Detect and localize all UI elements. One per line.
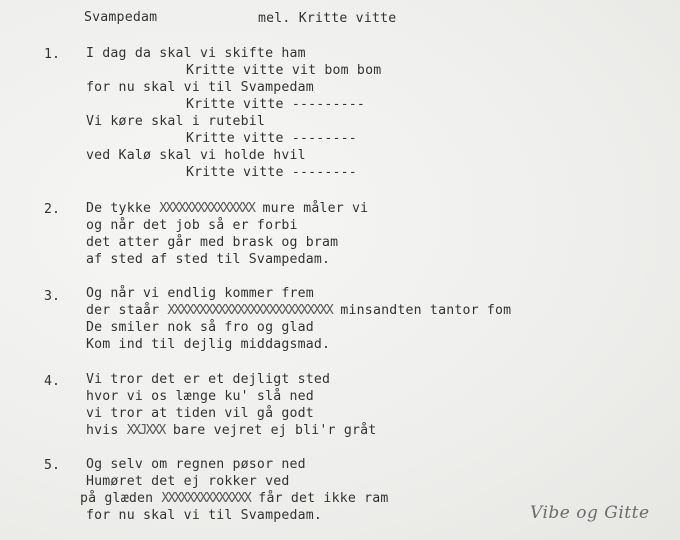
verse-text: får det ikke ram (250, 491, 389, 506)
verse-4-number: 4. (44, 374, 60, 389)
verse-3-line: Og når vi endlig kommer frem (86, 286, 314, 301)
verse-3-number: 3. (44, 289, 60, 304)
verse-5-number: 5. (44, 458, 60, 473)
verse-1-line: ved Kalø skal vi holde hvil (86, 148, 306, 163)
verse-text: der staår (86, 303, 168, 318)
verse-2-line: det atter går med brask og bram (86, 235, 339, 250)
verse-1-line: for nu skal vi til Svampedam (86, 80, 314, 95)
verse-2-line (86, 201, 368, 217)
verse-4-line: hvor vi os længe ku' slå ned (86, 389, 314, 404)
struck-out-text: XXJXXX (126, 423, 165, 438)
verse-5-line: Og selv om regnen pøsor ned (86, 457, 306, 472)
struck-out-text: XXXXXXXXXXXXXXXXXXXXXXXXXX (167, 303, 333, 318)
verse-1-line: Vi køre skal i rutebil (86, 114, 266, 129)
verse-3-line: De smiler nok så fro og glad (86, 320, 314, 335)
verse-text: minsandten tantor fom (332, 303, 512, 318)
verse-4-line (86, 423, 376, 439)
verse-text: De tykke (86, 201, 160, 216)
verse-text: bare vejret ej bli'r gråt (164, 423, 377, 438)
verse-1-refrain: Kritte vitte vit bom bom (186, 63, 382, 78)
verse-4-line: Vi tror det er et dejligt sted (86, 372, 331, 387)
verse-2-line: og når det job så er forbi (86, 218, 298, 233)
verse-1-refrain: Kritte vitte -------- (186, 131, 357, 146)
verse-3-line: Kom ind til dejlig middagsmad. (86, 337, 331, 352)
struck-out-text: XXXXXXXXXXXXXX (161, 491, 251, 506)
melody-note: mel. Kritte vitte (258, 11, 397, 26)
verse-5-line (80, 491, 389, 507)
verse-1-refrain: Kritte vitte --------- (186, 97, 366, 112)
verse-1-refrain: Kritte vitte -------- (186, 165, 357, 180)
verse-1-line: I dag da skal vi skifte ham (86, 46, 306, 61)
song-title: Svampedam (84, 10, 158, 25)
verse-text: hvis (86, 423, 127, 438)
verse-2-line: af sted af sted til Svampedam. (86, 252, 331, 267)
handwritten-signature: Vibe og Gitte (530, 503, 650, 523)
verse-text: på glæden (80, 491, 162, 506)
verse-5-line: Humøret det ej rokker ved (86, 474, 290, 489)
verse-1-number: 1. (44, 47, 60, 62)
verse-text: mure måler vi (254, 201, 369, 216)
verse-3-line (86, 303, 511, 319)
struck-out-text: XXXXXXXXXXXXXXX (159, 201, 255, 216)
verse-4-line: vi tror at tiden vil gå godt (86, 406, 314, 421)
verse-2-number: 2. (44, 202, 60, 217)
verse-5-line: for nu skal vi til Svampedam. (86, 508, 323, 523)
